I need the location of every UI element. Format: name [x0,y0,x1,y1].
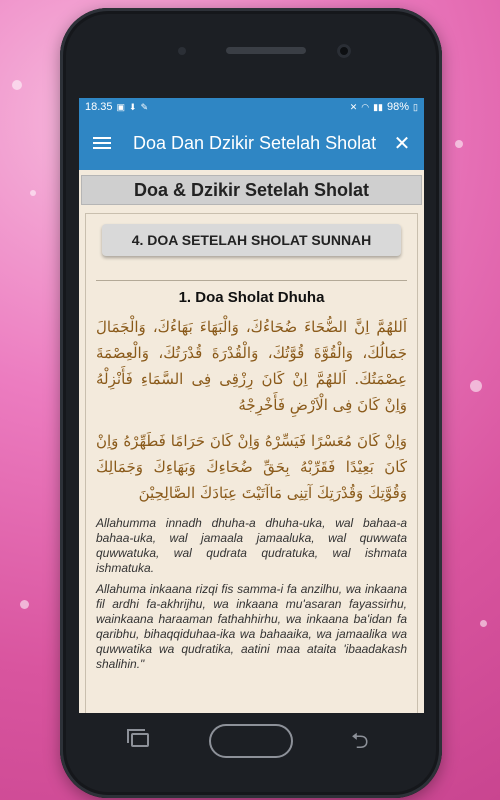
wifi-icon: ◠ [361,102,370,112]
content-area[interactable] [79,170,424,713]
page-heading: Doa & Dzikir Setelah Sholat [81,175,422,205]
proximity-sensor [178,47,186,55]
signal-icon: ▮▮ [373,102,384,112]
doa-card [85,213,418,713]
background-sparkle [455,140,463,148]
divider [96,280,407,281]
battery-level: 98% [387,101,410,113]
navigation-bar [79,720,424,770]
status-time: 18.35 [85,101,113,113]
section-button[interactable]: 4. DOA SETELAH SHOLAT SUNNAH [102,224,401,256]
recents-icon[interactable] [131,733,149,747]
background-sparkle [480,620,487,627]
earpiece-speaker [226,47,306,54]
latin-text-2: Allahuma inkaana rizqi fis samma-i fa anzilhu, wa inkaana fil ardhi fa-akhrijhu, wa inkaana mu'asaran fayassirhu, wainkaana haraaman fathahhirhu, wa inkaana ba'idan fa qaribhu, bihaqqiduhaa-ika wa bahaaika, wa jamaalika wa quwwatika wa qudratika, aatini maa ataita 'ibaadakash shalihin." [96,582,407,671]
background-sparkle [470,380,482,392]
front-camera [337,44,351,58]
arabic-text-1: اَللهُمَّ اِنَّ الضُّحَاءَ ضُحَاءُكَ، وَالْبَهَاءَ بَهَاءُكَ، وَالْجَمَالَ جَمَالُكَ، وَالْقُوَّةَ قُوَّتُكَ، وَالْقُدْرَةَ قُدْرَتُكَ، وَالْعِصْمَةَ عِصْمَتُكَ. اَللهُمَّ اِنْ كَانَ رِزْقِى فِى السَّمَاءِ فَأَنْزِلْهُ وَاِنْ كَانَ فِى الْاَرْضِ فَأَخْرِجْهُ [96,318,407,414]
close-icon[interactable]: ✕ [393,132,411,155]
back-icon[interactable]: ⮌ [351,728,369,753]
app-title: Doa Dan Dzikir Setelah Sholat [133,132,377,153]
background-sparkle [20,600,29,609]
background-sparkle [30,190,36,196]
app-bar [79,116,424,170]
home-button[interactable] [209,724,293,758]
image-notification-icon: ▣ [116,102,126,112]
app-screen [79,98,424,713]
download-notification-icon: ⬇ [129,102,137,112]
status-bar [79,98,424,116]
tools-notification-icon: ✎ [140,102,149,112]
mute-icon: ✕ [349,102,358,112]
latin-text-1: Allahumma innadh dhuha-a dhuha-uka, wal bahaa-a bahaa-uka, wal jamaala jamaaluka, wal quwwata quwwatuka, wal qudrata qudratuka, wal ishmata ishmatuka. [96,516,407,575]
doa-title: 1. Doa Sholat Dhuha [178,289,325,306]
background-sparkle [12,80,22,90]
menu-icon[interactable] [93,137,111,149]
arabic-text-2: وَاِنْ كَانَ مُعَسْرًا فَيَسِّرْهُ وَاِنْ كَانَ حَرَامًا فَطَهِّرْهُ وَاِنْ كَانَ بَعِيْدًا فَقَرِّبْهُ بِحَقِّ ضُحَاءِكَ وَبَهَاءِكَ وَجَمَالِكَ وَقُوَّتِكَ وَقُدْرَتِكَ آتِنِى مَاآتَيْتَ عِبَادَكَ الصَّالِحِيْنَ [96,432,407,502]
battery-icon: ▯ [413,102,418,112]
